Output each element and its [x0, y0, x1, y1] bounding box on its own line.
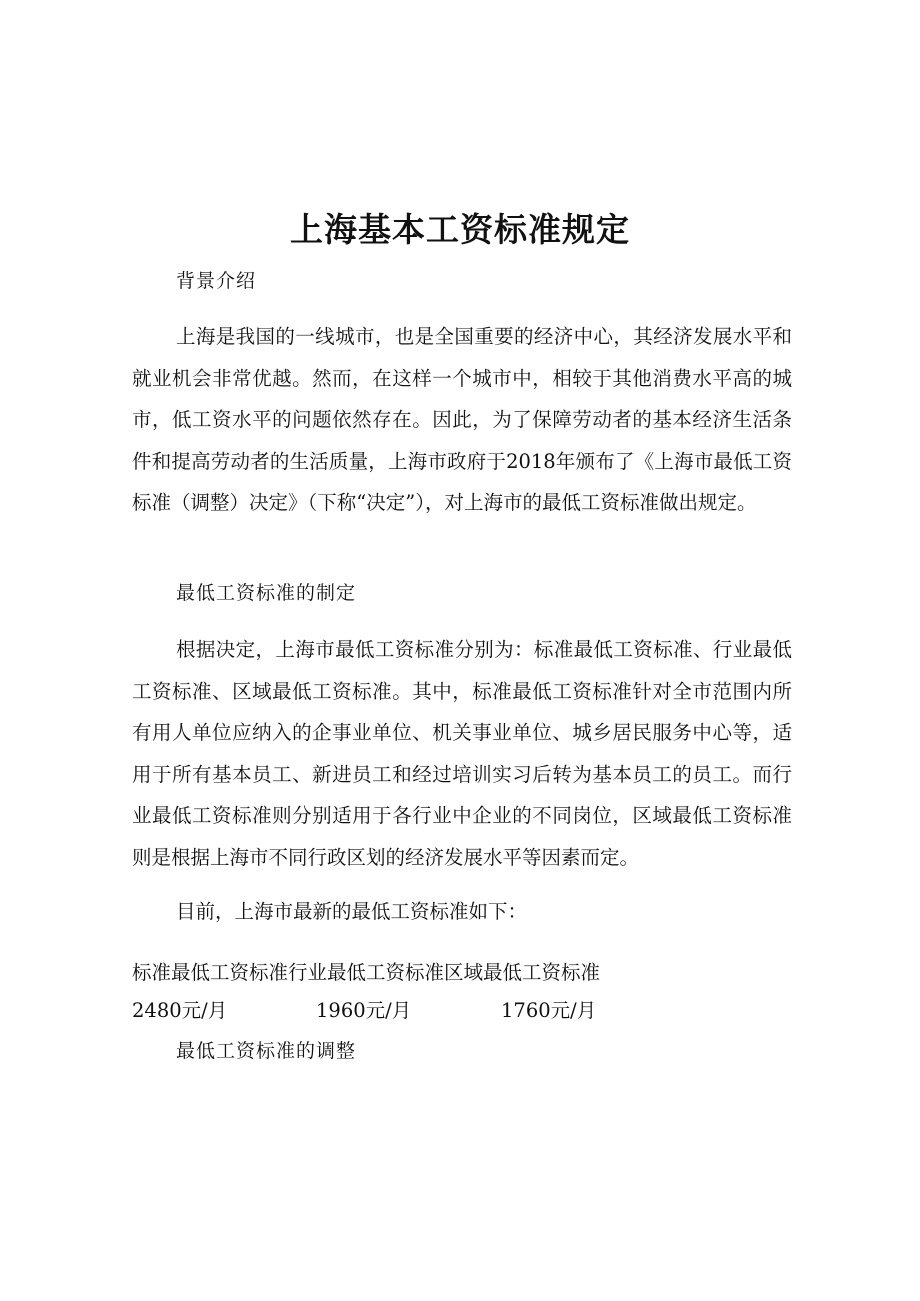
section-heading-adjustment: 最低工资标准的调整 [176, 1040, 357, 1062]
wage-table-cell: 1760元/月 [501, 999, 597, 1022]
wage-table-header-cell: 区域最低工资标准 [444, 961, 601, 984]
wage-table-cell: 1960元/月 [316, 999, 412, 1022]
paragraph-formulation: 根据决定，上海市最低工资标准分别为：标准最低工资标准、行业最低工资标准、区域最低工资标准。其中，标准最低工资标准针对全市范围内所有用人单位应纳入的企事业单位、机关事业单位、城乡居民服务中心等，适用于所有基本员工、新进员工和经过培训实习后转为基本员工的员工。而行业最低工资标准则分别适用于各行业中企业的不同岗位，区域最低工资标准则是根据上海市不同行政区划的经济发展水平等因素而定。 [132, 638, 792, 869]
wage-table-header-cell: 标准最低工资标准 [132, 961, 289, 984]
wage-table-cell: 2480元/月 [132, 999, 228, 1022]
wage-table-header [132, 958, 792, 988]
paragraph-current-standard: 目前，上海市最新的最低工资标准如下： [176, 900, 528, 923]
page-title: 上海基本工资标准规定 [290, 210, 630, 249]
section-heading-background: 背景介绍 [176, 270, 257, 292]
paragraph-background: 上海是我国的一线城市，也是全国重要的经济中心，其经济发展水平和就业机会非常优越。然而，在这样一个城市中，相较于其他消费水平高的城市，低工资水平的问题依然存在。因此，为了保障劳动者的基本经济生活条件和提高劳动者的生活质量，上海市政府于2018年颁布了《上海市最低工资标准（调整）决定》（下称“决定”），对上海市的最低工资标准做出规定。 [132, 325, 792, 514]
section-heading-formulation: 最低工资标准的制定 [176, 582, 357, 604]
wage-table-header-cell: 行业最低工资标准 [288, 961, 445, 984]
